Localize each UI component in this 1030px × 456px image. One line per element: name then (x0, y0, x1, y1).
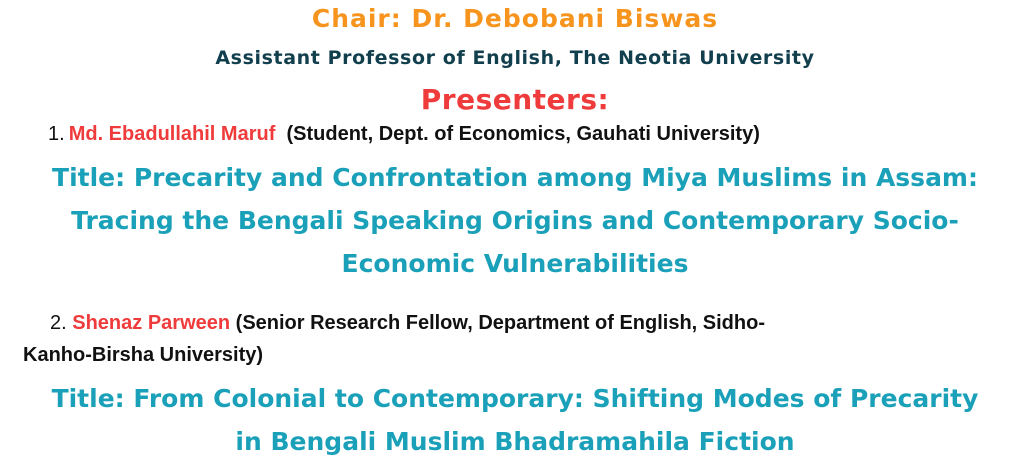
presenter-2-title-line-1: Title: From Colonial to Contemporary: Shifting Modes of Precarity (51, 384, 979, 413)
chair-heading: Chair: Dr. Debobani Biswas (311, 4, 719, 33)
presenter-2-title-line-2: in Bengali Muslim Bhadramahila Fiction (235, 427, 795, 456)
presenter-1-title-line-3: Economic Vulnerabilities (341, 249, 689, 278)
presenter-1-details: (Student, Dept. of Economics, Gauhati University) (286, 123, 760, 145)
presenter-1-name: Md. Ebadullahil Maruf (68, 123, 276, 145)
presenter-1-line (48, 123, 760, 146)
presenter-1-title-line-1: Title: Precarity and Confrontation among Miya Muslims in Assam: (52, 163, 978, 192)
presenter-1-title-line-2: Tracing the Bengali Speaking Origins and Contemporary Socio- (71, 206, 959, 235)
presenters-heading: Presenters: (420, 83, 610, 116)
presenter-2-details-cont: Kanho-Birsha University) (23, 344, 264, 366)
presenter-1-number: 1. (48, 123, 65, 145)
presenter-2-line (50, 312, 765, 335)
presenter-2-number: 2. (50, 312, 67, 334)
chair-affiliation: Assistant Professor of English, The Neotia University (215, 47, 815, 69)
presenter-2-details: (Senior Research Fellow, Department of English, Sidho- (235, 312, 765, 334)
presenter-2-name: Shenaz Parween (72, 312, 231, 334)
